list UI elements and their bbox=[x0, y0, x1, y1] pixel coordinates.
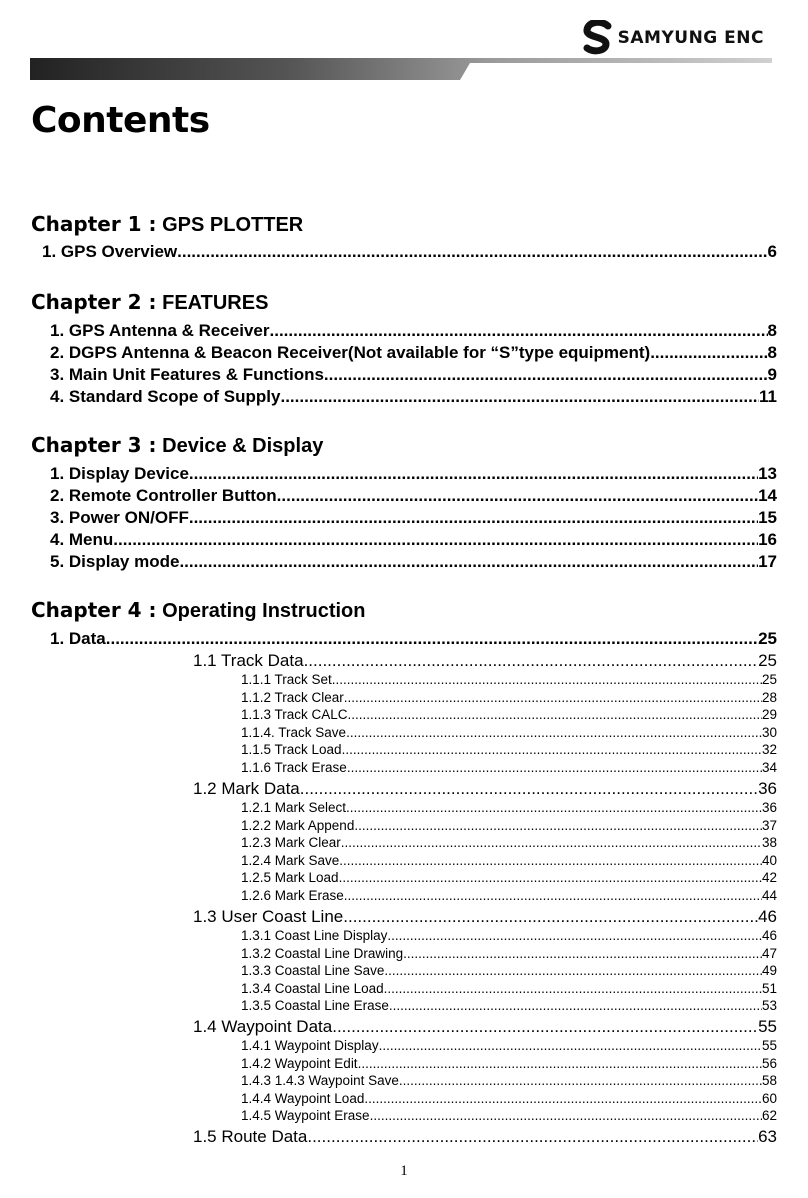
dot-leader bbox=[270, 320, 768, 342]
toc-entry-label: 5. Display mode bbox=[50, 552, 180, 571]
toc-subsection bbox=[241, 980, 777, 998]
toc-entry-label: 1. Data bbox=[50, 629, 106, 648]
dot-leader bbox=[106, 628, 758, 650]
dot-leader bbox=[347, 759, 762, 777]
toc-entry-page: 56 bbox=[761, 1055, 777, 1071]
dot-leader bbox=[332, 1016, 758, 1038]
dot-leader bbox=[344, 887, 762, 905]
dot-leader bbox=[277, 485, 758, 507]
toc-entry-label: 1.2.4 Mark Save bbox=[241, 852, 340, 868]
toc-entry-label: 1.1.5 Track Load bbox=[241, 742, 342, 757]
dot-leader bbox=[113, 529, 758, 551]
chapter-heading bbox=[31, 212, 303, 237]
toc-entry-page: 51 bbox=[761, 980, 777, 996]
chapter-name: GPS PLOTTER bbox=[162, 214, 304, 236]
toc-entry-page: 25 bbox=[761, 672, 777, 687]
toc-subsection bbox=[241, 852, 777, 870]
dot-leader bbox=[379, 1037, 762, 1055]
dot-leader bbox=[346, 799, 762, 817]
toc-entry-label: 1.2.5 Mark Load bbox=[241, 870, 339, 885]
chapter-name: Device & Display bbox=[162, 435, 324, 457]
toc-entry-page: 49 bbox=[761, 963, 777, 978]
dot-leader bbox=[389, 997, 762, 1015]
dot-leader bbox=[304, 650, 759, 672]
dot-leader bbox=[280, 386, 759, 408]
dot-leader bbox=[339, 852, 762, 870]
toc-entry-label: 1.3.2 Coastal Line Drawing bbox=[241, 945, 404, 961]
chapter-heading bbox=[31, 290, 268, 315]
toc-entry-label: 4. Menu bbox=[50, 530, 114, 549]
toc-entry-page: 8 bbox=[767, 343, 777, 362]
toc-entry bbox=[50, 507, 777, 529]
toc-entry-label: 4. Standard Scope of Supply bbox=[50, 387, 281, 406]
dot-leader bbox=[403, 945, 762, 963]
toc-subsection bbox=[241, 817, 777, 835]
toc-entry-label: 1.4.3 1.4.3 Waypoint Save bbox=[241, 1073, 399, 1088]
toc-entry-label: 1.1.3 Track CALC bbox=[241, 707, 348, 722]
toc-entry-page: 42 bbox=[761, 870, 777, 885]
toc-entry-page: 60 bbox=[761, 1090, 777, 1106]
toc-subsection bbox=[241, 1055, 777, 1073]
toc-entry-page: 8 bbox=[767, 321, 777, 340]
toc-entry-label: 3. Power ON/OFF bbox=[50, 508, 189, 527]
toc-section bbox=[193, 650, 777, 672]
samyung-logo-icon bbox=[582, 20, 612, 56]
toc-entry-page: 55 bbox=[761, 1038, 777, 1053]
toc-entry-page: 62 bbox=[761, 1108, 777, 1123]
dot-leader bbox=[384, 980, 762, 998]
chapter-number: Chapter 4 : bbox=[31, 598, 157, 622]
toc-entry-page: 44 bbox=[761, 887, 777, 903]
toc-entry-label: 1.3 User Coast Line bbox=[193, 907, 344, 926]
chapter-heading bbox=[31, 433, 323, 458]
logo-text: SAMYUNG ENC bbox=[617, 28, 764, 48]
chapter-name: FEATURES bbox=[162, 292, 269, 314]
toc-subsection bbox=[241, 927, 777, 945]
toc-subsection bbox=[241, 869, 777, 887]
toc-entry bbox=[42, 241, 777, 263]
dot-leader bbox=[342, 741, 762, 759]
dot-leader bbox=[358, 1055, 762, 1073]
dot-leader bbox=[399, 1072, 762, 1090]
toc-entry bbox=[50, 628, 777, 650]
toc-entry bbox=[50, 463, 777, 485]
dot-leader bbox=[300, 778, 758, 800]
toc-entry-label: 2. Remote Controller Button bbox=[50, 486, 277, 505]
dot-leader bbox=[307, 1126, 758, 1148]
dot-leader bbox=[339, 869, 762, 887]
toc-section bbox=[193, 778, 777, 800]
toc-entry bbox=[50, 320, 777, 342]
toc-entry-label: 3. Main Unit Features & Functions bbox=[50, 365, 324, 384]
toc-entry-label: 1.1.2 Track Clear bbox=[241, 689, 344, 705]
dot-leader bbox=[387, 927, 762, 945]
company-logo bbox=[582, 20, 764, 56]
toc-subsection bbox=[241, 759, 777, 777]
dot-leader bbox=[346, 724, 762, 742]
toc-entry-label: 1.2.6 Mark Erase bbox=[241, 887, 344, 903]
toc-entry-page: 29 bbox=[761, 707, 777, 722]
toc-entry-page: 32 bbox=[761, 742, 777, 757]
toc-entry-label: 1.3.1 Coast Line Display bbox=[241, 928, 388, 943]
toc-entry-page: 58 bbox=[761, 1073, 777, 1088]
chapter-heading bbox=[31, 598, 365, 623]
toc-entry-label: 1.4 Waypoint Data bbox=[193, 1017, 333, 1036]
toc-entry-page: 38 bbox=[761, 835, 777, 850]
toc-section bbox=[193, 906, 777, 928]
toc-entry-page: 55 bbox=[758, 1017, 777, 1036]
toc-entry-label: 2. DGPS Antenna & Beacon Receiver(Not available for “S”type equipment) bbox=[50, 343, 651, 362]
toc-entry bbox=[50, 551, 777, 573]
toc-entry-page: 11 bbox=[759, 387, 777, 406]
toc-entry-page: 63 bbox=[758, 1127, 777, 1146]
dot-leader bbox=[650, 342, 767, 364]
toc-subsection bbox=[241, 1107, 777, 1125]
toc-entry-label: 1.4.4 Waypoint Load bbox=[241, 1090, 365, 1106]
chapter-number: Chapter 3 : bbox=[31, 433, 157, 457]
dot-leader bbox=[344, 689, 762, 707]
toc-entry-label: 1.1.4. Track Save bbox=[241, 724, 347, 740]
toc-entry-label: 1.4.1 Waypoint Display bbox=[241, 1038, 379, 1053]
toc-subsection bbox=[241, 997, 777, 1015]
toc-entry-label: 1.1.1 Track Set bbox=[241, 672, 332, 687]
toc-entry-page: 9 bbox=[767, 365, 777, 384]
toc-subsection bbox=[241, 799, 777, 817]
dot-leader bbox=[189, 463, 758, 485]
toc-entry bbox=[50, 364, 777, 386]
chapter-number: Chapter 2 : bbox=[31, 290, 157, 314]
toc-entry bbox=[50, 529, 777, 551]
toc-subsection bbox=[241, 945, 777, 963]
toc-entry-page: 15 bbox=[758, 508, 777, 527]
toc-subsection bbox=[241, 724, 777, 742]
chapter-name: Operating Instruction bbox=[162, 600, 366, 622]
toc-entry-page: 34 bbox=[761, 759, 777, 775]
toc-entry-label: 1.2.3 Mark Clear bbox=[241, 835, 341, 850]
toc-entry-label: 1.2 Mark Data bbox=[193, 779, 300, 798]
toc-entry-page: 47 bbox=[761, 945, 777, 961]
toc-entry bbox=[50, 485, 777, 507]
toc-entry-label: 1. GPS Overview bbox=[42, 242, 178, 261]
toc-subsection bbox=[241, 671, 777, 689]
dot-leader bbox=[348, 706, 762, 724]
toc-entry-label: 1. GPS Antenna & Receiver bbox=[50, 321, 270, 340]
toc-subsection bbox=[241, 887, 777, 905]
toc-entry-page: 30 bbox=[761, 724, 777, 740]
toc-entry-label: 1.2.1 Mark Select bbox=[241, 800, 347, 815]
toc-entry-label: 1.3.4 Coastal Line Load bbox=[241, 980, 384, 996]
toc-subsection bbox=[241, 962, 777, 980]
toc-entry-page: 36 bbox=[761, 800, 777, 815]
toc-entry-label: 1.2.2 Mark Append bbox=[241, 817, 355, 833]
page-number: 1 bbox=[400, 1163, 408, 1179]
toc-entry-label: 1.3.3 Coastal Line Save bbox=[241, 963, 385, 978]
dot-leader bbox=[370, 1107, 762, 1125]
toc-entry-page: 6 bbox=[767, 242, 777, 261]
toc-entry-label: 1.1.6 Track Erase bbox=[241, 759, 347, 775]
dot-leader bbox=[332, 671, 762, 689]
page-title: Contents bbox=[31, 100, 210, 141]
chapter-number: Chapter 1 : bbox=[31, 212, 157, 236]
dot-leader bbox=[354, 817, 762, 835]
toc-section bbox=[193, 1016, 777, 1038]
toc-entry-page: 40 bbox=[761, 852, 777, 868]
dot-leader bbox=[177, 241, 767, 263]
toc-entry-label: 1. Display Device bbox=[50, 464, 189, 483]
toc-subsection bbox=[241, 1090, 777, 1108]
toc-entry-page: 14 bbox=[758, 486, 777, 505]
toc-entry-page: 36 bbox=[758, 779, 777, 798]
toc-entry-label: 1.4.2 Waypoint Edit bbox=[241, 1055, 358, 1071]
toc-entry-label: 1.4.5 Waypoint Erase bbox=[241, 1108, 370, 1123]
toc-entry-page: 16 bbox=[758, 530, 777, 549]
dot-leader bbox=[179, 551, 758, 573]
toc-entry-page: 17 bbox=[758, 552, 777, 571]
toc-subsection bbox=[241, 706, 777, 724]
toc-entry-page: 46 bbox=[758, 907, 777, 926]
toc-entry-page: 28 bbox=[761, 689, 777, 705]
dot-leader bbox=[324, 364, 768, 386]
toc-subsection bbox=[241, 1072, 777, 1090]
toc-entry bbox=[50, 386, 777, 408]
toc-entry-label: 1.5 Route Data bbox=[193, 1127, 308, 1146]
toc-entry-page: 25 bbox=[758, 629, 777, 648]
toc-subsection bbox=[241, 689, 777, 707]
header-gradient-bar bbox=[30, 58, 772, 80]
toc-entry-label: 1.3.5 Coastal Line Erase bbox=[241, 998, 389, 1013]
toc-entry-page: 25 bbox=[758, 651, 777, 670]
toc-subsection bbox=[241, 741, 777, 759]
dot-leader bbox=[341, 834, 762, 852]
toc-subsection bbox=[241, 1037, 777, 1055]
toc-entry-page: 53 bbox=[761, 998, 777, 1013]
dot-leader bbox=[384, 962, 762, 980]
toc-entry bbox=[50, 342, 777, 364]
toc-section bbox=[193, 1126, 777, 1148]
toc-entry-label: 1.1 Track Data bbox=[193, 651, 304, 670]
dot-leader bbox=[343, 906, 758, 928]
toc-entry-page: 37 bbox=[761, 817, 777, 833]
toc-subsection bbox=[241, 834, 777, 852]
toc-entry-page: 46 bbox=[761, 928, 777, 943]
dot-leader bbox=[189, 507, 758, 529]
dot-leader bbox=[364, 1090, 762, 1108]
toc-entry-page: 13 bbox=[758, 464, 777, 483]
